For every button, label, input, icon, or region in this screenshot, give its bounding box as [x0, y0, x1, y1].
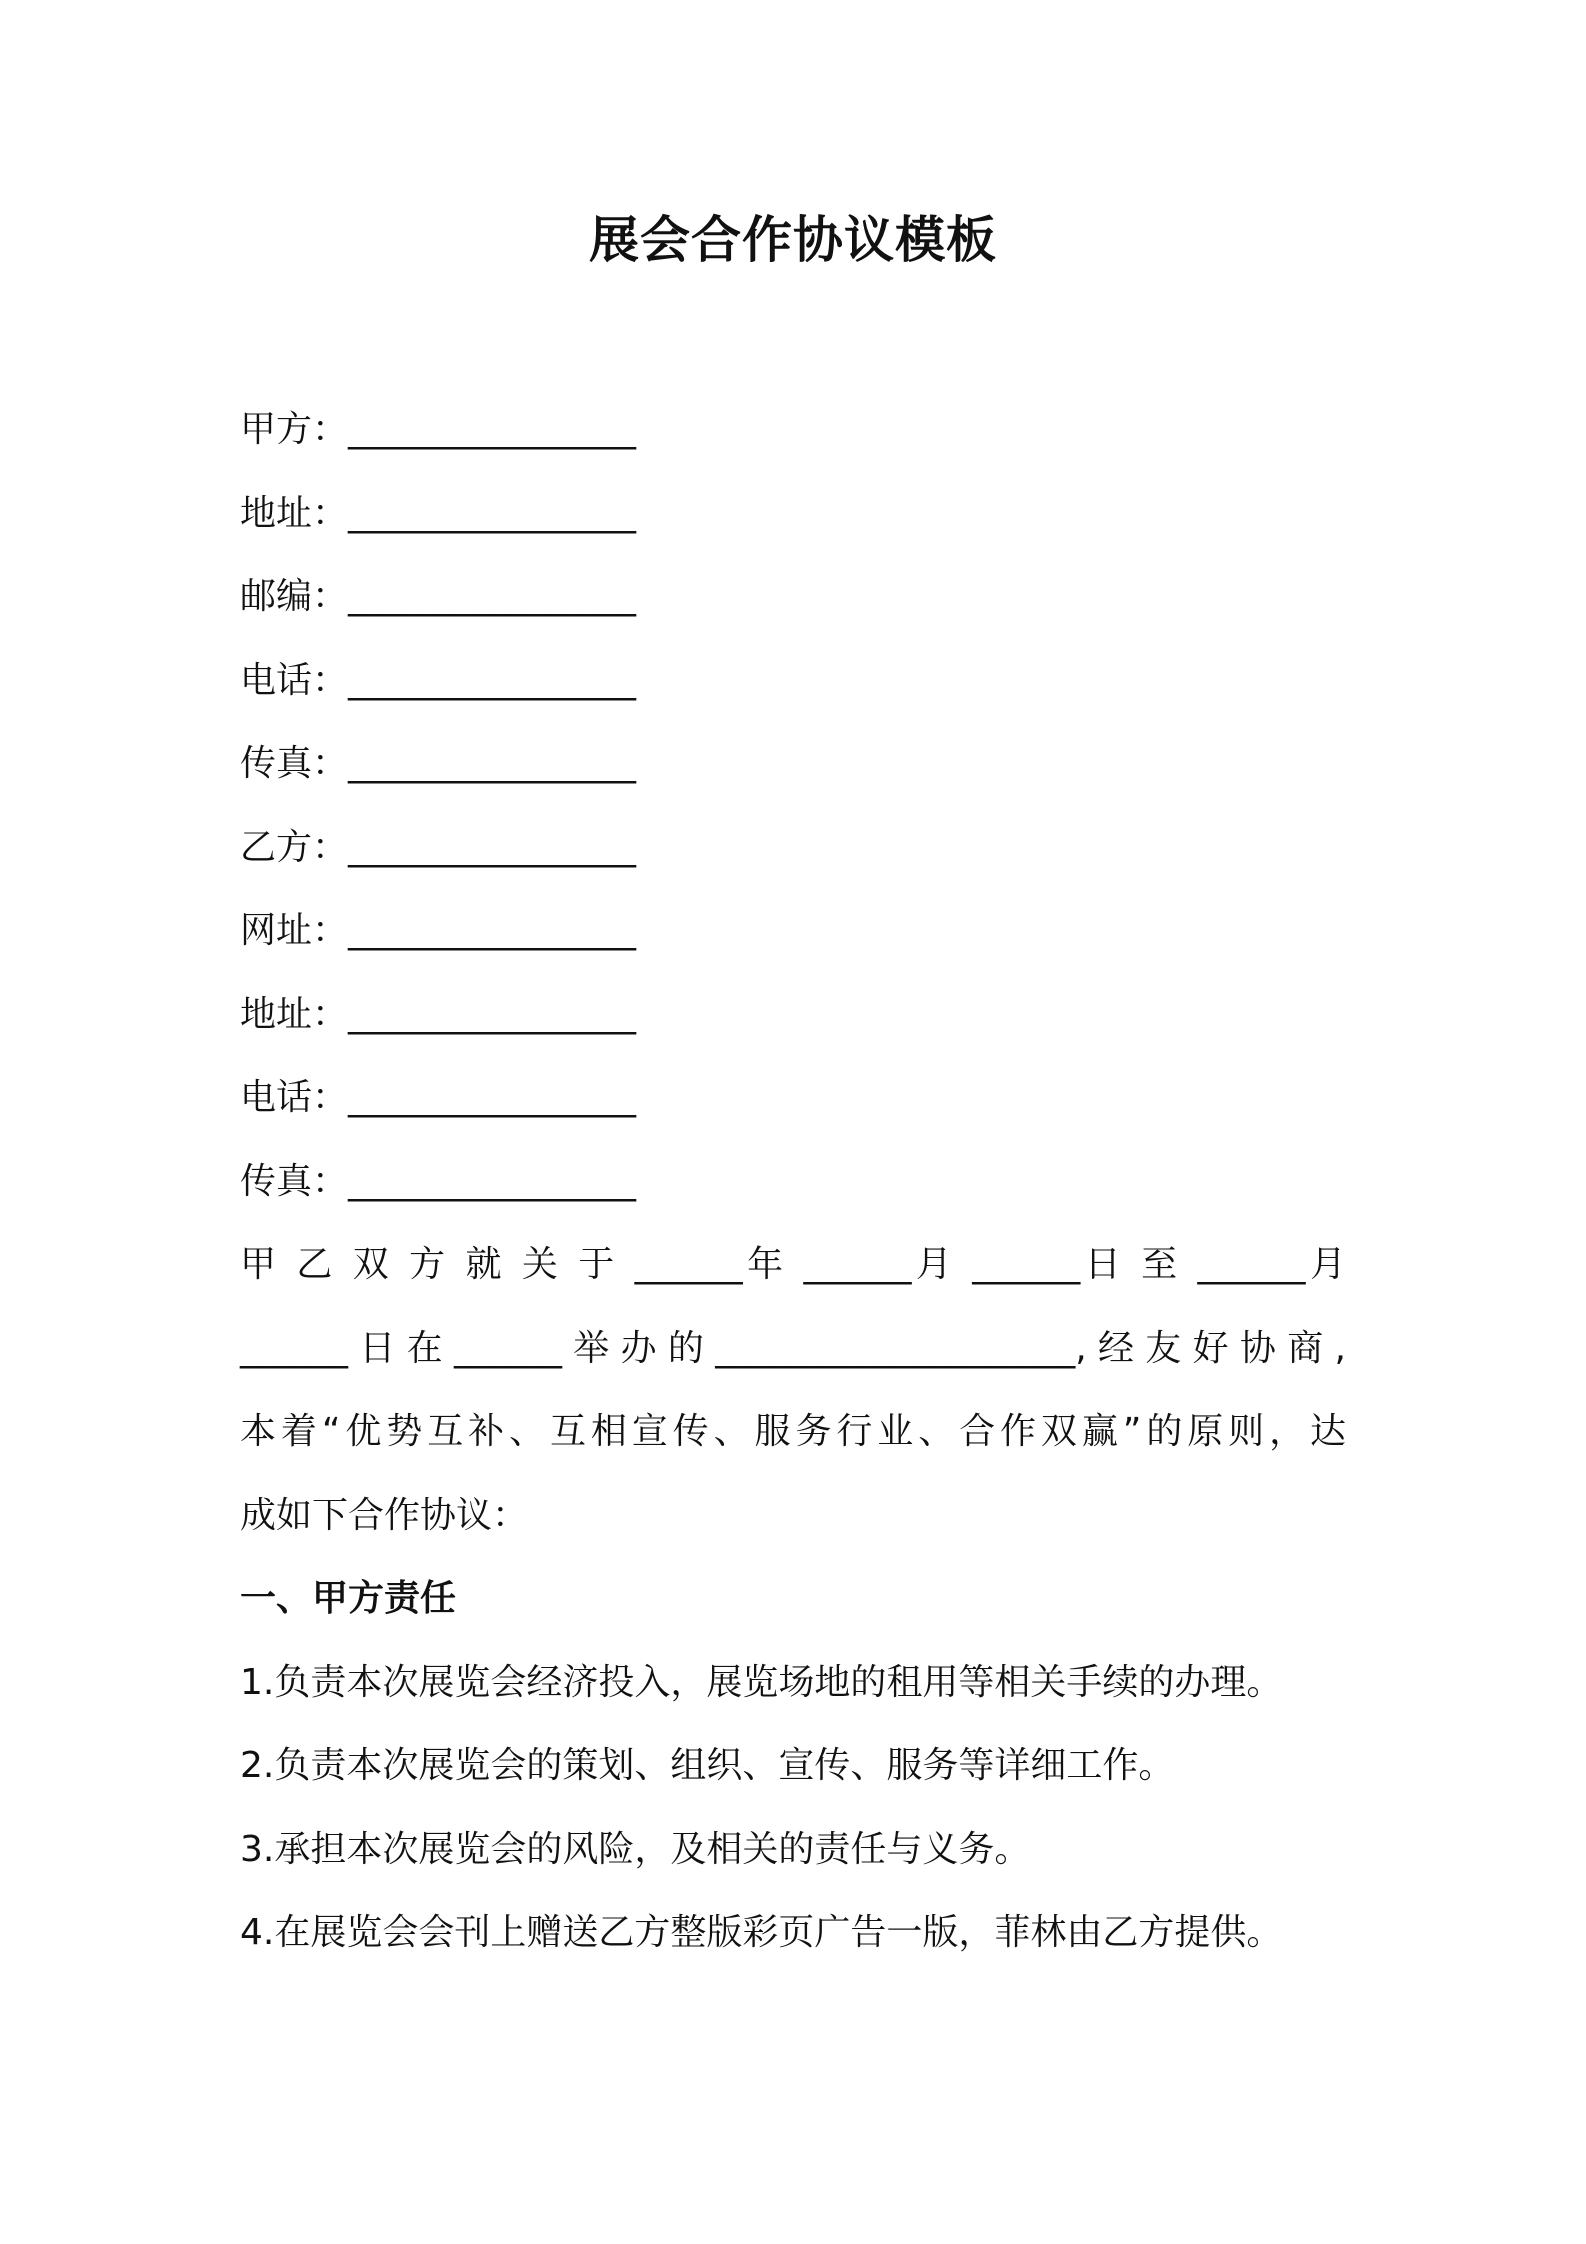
intro-line-3: 本着“优势互补、互相宣传、服务行业、合作双赢”的原则，达 [240, 1411, 1346, 1452]
field-party-a: 甲方：________________ [240, 409, 637, 450]
field-website-b: 网址：________________ [240, 910, 637, 951]
field-postcode-a: 邮编：________________ [240, 576, 637, 617]
field-party-b: 乙方：________________ [240, 827, 637, 868]
section-heading-party-a-duties: 一、甲方责任 [240, 1578, 457, 1619]
duty-item-3: 3.承担本次展览会的风险，及相关的责任与义务。 [240, 1829, 1031, 1870]
duty-item-1: 1.负责本次展览会经济投入，展览场地的租用等相关手续的办理。 [240, 1662, 1283, 1703]
intro-line-1: 甲 乙 双 方 就 关 于 ______年 ______月 ______日 至 ______月 [240, 1244, 1346, 1285]
duty-item-4: 4.在展览会会刊上赠送乙方整版彩页广告一版，菲林由乙方提供。 [240, 1912, 1283, 1953]
field-address-b: 地址：________________ [240, 994, 637, 1035]
intro-line-4: 成如下合作协议： [240, 1495, 529, 1536]
field-phone-b: 电话：________________ [240, 1077, 637, 1118]
field-phone-a: 电话：________________ [240, 660, 637, 701]
document-title: 展会合作协议模板 [589, 211, 997, 269]
field-fax-b: 传真：________________ [240, 1161, 637, 1202]
field-fax-a: 传真：________________ [240, 743, 637, 784]
duty-item-2: 2.负责本次展览会的策划、组织、宣传、服务等详细工作。 [240, 1745, 1175, 1786]
intro-line-2: ______日在______举办的____________________,经友好协商, [240, 1328, 1346, 1369]
field-address-a: 地址：________________ [240, 493, 637, 534]
